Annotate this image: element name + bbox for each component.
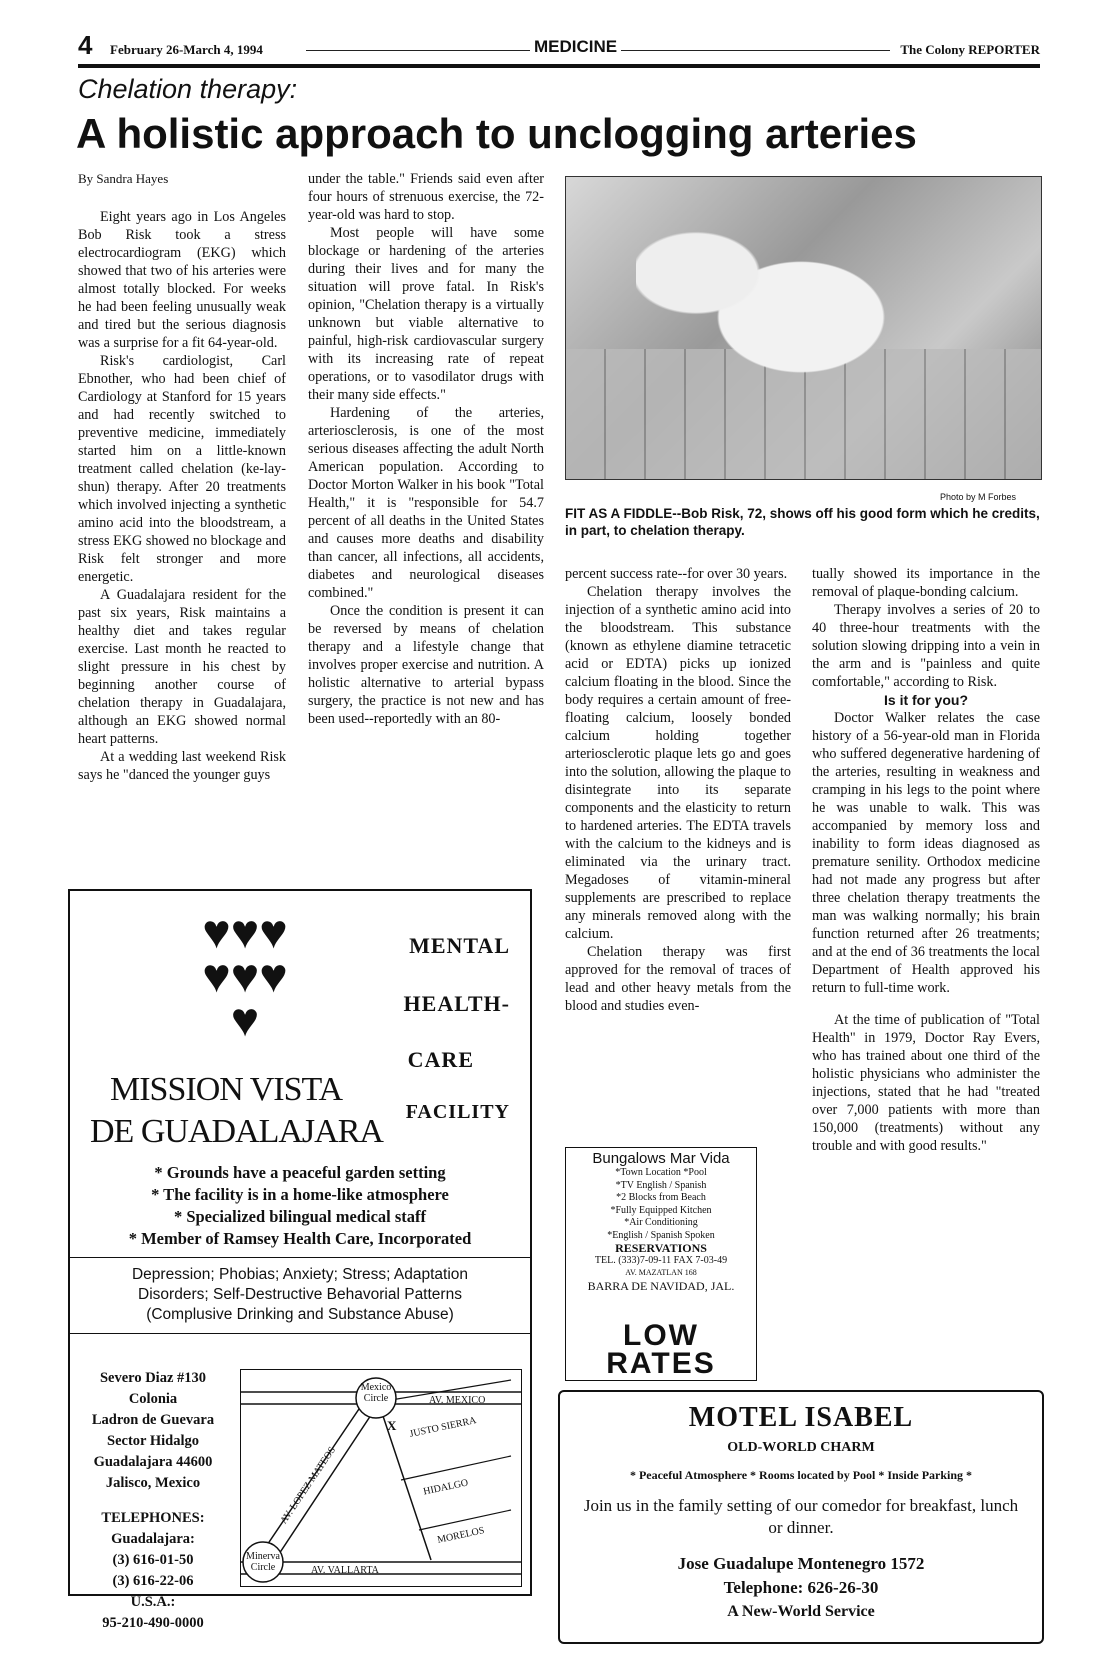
section-name: MEDICINE — [530, 37, 621, 57]
issue-date: February 26-March 4, 1994 — [110, 42, 263, 57]
ad-bullet: * Member of Ramsey Health Care, Incorporated — [128, 1229, 472, 1248]
ad-tag: MENTAL — [409, 933, 510, 958]
bungalows-title: Bungalows Mar Vida — [592, 1150, 730, 1167]
ad-condition: Disorders; Self-Destructive Behavorial Patterns — [138, 1286, 462, 1303]
address-line: Guadalajara 44600 — [93, 1454, 213, 1470]
article-column-4 — [812, 565, 1040, 1155]
address-line: Jalisco, Mexico — [105, 1475, 201, 1491]
bungalows-feature: *TV English / Spanish — [615, 1179, 707, 1191]
ad-tag: CARE — [407, 1047, 474, 1072]
ad-tag: FACILITY — [405, 1101, 510, 1123]
paragraph: At the time of publication of "Total Health" in 1979, Doctor Ray Evers, who has trained about one third of the holistic physicians who administer the injections, stated that he had "treated over 7,000 patients with more than 150,000 (treatments) without any trouble and with good results." — [812, 1012, 1040, 1154]
paragraph: tually showed its importance in the removal of plaque-bonding calcium. — [812, 566, 1040, 600]
motel-name: MOTEL ISABEL — [688, 1402, 914, 1433]
ad-divider — [70, 1333, 530, 1334]
bungalows-feature: *Air Conditioning — [624, 1217, 698, 1228]
article-photo — [565, 176, 1042, 480]
justo-sierra-label: JUSTO SIERRA — [408, 1415, 478, 1440]
lopez-mateos-label: AV. LOPEZ MATEOS — [278, 1444, 339, 1527]
article-headline: A holistic approach to unclogging arteries — [76, 110, 917, 157]
ad-bullet: * Specialized bilingual medical staff — [173, 1207, 427, 1226]
phone-line: (3) 616-01-50 — [112, 1552, 194, 1568]
phone-line: (3) 616-22-06 — [112, 1573, 194, 1589]
phone-line: 95-210-490-0000 — [102, 1615, 204, 1631]
paragraph: A Guadalajara resident for the past six years, Risk maintains a healthy diet and takes regular exercise. Last month he reacted to slight pressure in his chest by beginning another course of chelation therapy in Guadalajara, although an EKG showed normal heart patterns. — [78, 587, 286, 747]
rates-label: RATES — [606, 1347, 716, 1380]
ad-bullet: * The facility is in a home-like atmosphere — [151, 1185, 449, 1204]
paragraph: At a wedding last weekend Risk says he "danced the younger guys — [78, 749, 286, 783]
reservations-label: RESERVATIONS — [615, 1241, 707, 1255]
paragraph: percent success rate--for over 30 years. — [565, 566, 788, 582]
av-vallarta-label: AV. VALLARTA — [311, 1565, 379, 1576]
address-line: Ladron de Guevara — [91, 1412, 215, 1428]
bungalows-feature: *English / Spanish Spoken — [607, 1229, 715, 1241]
bungalows-ad — [565, 1147, 757, 1381]
ad-tag: HEALTH- — [403, 991, 510, 1016]
masthead-rule — [78, 64, 1040, 68]
av-mexico-label: AV. MEXICO — [429, 1395, 486, 1406]
phones-label: TELEPHONES: — [101, 1510, 205, 1526]
motel-tagline: OLD-WORLD CHARM — [727, 1440, 875, 1455]
article-column-2 — [308, 170, 544, 728]
ad-name-line-1: MISSION VISTA — [110, 1071, 343, 1108]
byline: By Sandra Hayes — [78, 171, 169, 186]
page-number: 4 — [78, 30, 93, 60]
location-marker-icon: X — [387, 1418, 397, 1433]
address-line: Severo Diaz #130 — [99, 1370, 207, 1386]
motel-slogan: A New-World Service — [727, 1603, 875, 1620]
article-column-1 — [78, 170, 286, 784]
paragraph: Most people will have some blockage or hardening of the arteries during their lives and for many the situation will prove fatal. In Risk's opinion, "Chelation therapy is a virtually unknown but viable alternative to painful, high-risk cardiovascular surgery with its increasing rate of repeat operations, or to vasodilator drugs with their many side effects." — [308, 225, 544, 403]
phone-line: U.S.A.: — [130, 1594, 176, 1610]
paragraph: Eight years ago in Los Angeles Bob Risk took a stress electrocardiogram (EKG) which showed that two of his arteries were almost totally blocked. For weeks he had been feeling unusually weak and tired but the serious diagnosis was a surprise for a fit 64-year-old. — [78, 209, 286, 351]
paragraph: Doctor Walker relates the case history of a 56-year-old man in Florida who suffered degenerative hardening of the arteries, resulting in weakness and cramping in his legs to the point where he was unable to walk. This was accompanied by memory loss and inability to form ideas diagnosed as premature senility. Orthodox medicine had not made any progress but after three chelation therapy treatments the man was walking normally; his brain function returned after 26 treatments; and at the end of 36 treatments the local Department of Health approved his return to full-time work. — [812, 710, 1040, 996]
phone-line: Guadalajara: — [111, 1531, 195, 1547]
ad-condition: (Complusive Drinking and Substance Abuse) — [146, 1306, 454, 1323]
motel-invitation: Join us in the family setting of our comedor for breakfast, lunch or dinner. — [583, 1496, 1019, 1537]
bungalows-address: AV. MAZATLAN 168 — [625, 1268, 697, 1277]
motel-address: Jose Guadalupe Montenegro 1572 — [677, 1554, 925, 1573]
article-column-3 — [565, 565, 791, 1015]
paragraph: Chelation therapy was first approved for the removal of traces of lead and other heavy metals from the blood and studies even- — [565, 944, 791, 1014]
paragraph: Chelation therapy involves the injection of a synthetic amino acid into the bloodstream. This substance (known as ethylene diamine tetracetic acid or EDTA) picks up ionized calcium floating in the blood. Since the body requires a certain amount of free-floating calcium, loosely bonded calcium holding together arteriosclerotic plaque lets go and goes into the solution, allowing the plaque to disintegrate into its separate components and the elasticity to return to hardened arteries. The EDTA travels with the calcium to the kidneys and is eliminated via the urinary tract. Megadoses of vitamin-mineral supplements are prescribed to replace any minerals removed along with the calcium. — [565, 584, 791, 942]
ad-bullet: * Grounds have a peaceful garden setting — [154, 1163, 446, 1182]
bungalows-phone: TEL. (333)7-09-11 FAX 7-03-49 — [594, 1254, 728, 1266]
mexico-circle-label: Mexico Circle — [360, 1382, 392, 1404]
motel-isabel-ad — [558, 1390, 1044, 1644]
morelos-label: MORELOS — [436, 1525, 486, 1546]
paragraph: Therapy involves a series of 20 to 40 three-hour treatments with the solution slowing dripping into a vein in the arm and is "painless and quite comfortable," according to Risk. — [812, 602, 1040, 690]
photo-credit: Photo by M Forbes — [940, 492, 1017, 502]
article-kicker: Chelation therapy: — [78, 74, 298, 104]
photo-caption: FIT AS A FIDDLE--Bob Risk, 72, shows off his good form which he credits, in part, to chelation therapy. — [565, 506, 1040, 538]
paragraph: under the table." Friends said even after four hours of strenuous exercise, the 72-year-old was hard to stop. — [308, 171, 544, 223]
ad-name-line-2: DE GUADALAJARA — [90, 1113, 383, 1150]
minerva-circle-label: Minerva Circle — [246, 1551, 280, 1573]
mission-vista-ad — [68, 889, 532, 1631]
motel-phone: Telephone: 626-26-30 — [723, 1578, 879, 1597]
low-label: LOW — [623, 1319, 699, 1352]
photo-subject — [636, 207, 936, 427]
ad-address — [78, 1368, 228, 1634]
bungalows-feature: *Town Location *Pool — [615, 1167, 707, 1178]
low-rates-banner — [572, 1319, 750, 1380]
hidalgo-label: HIDALGO — [422, 1477, 470, 1498]
hearts-logo-icon: ♥♥♥ ♥♥♥ ♥ — [202, 906, 288, 1047]
location-map — [240, 1369, 522, 1587]
paragraph: Risk's cardiologist, Carl Ebnother, who had been chief of Cardiology at Stanford for 15 years and had recently switched to preventive medicine, immediately started him on a little-known treatment called chelation (ke-lay-shun) therapy. After 20 treatments which involved injecting a synthetic amino acid into the bloodstream, a stress EKG showed no blockage and Risk felt stronger and more energetic. — [78, 353, 286, 585]
motel-features: * Peaceful Atmosphere * Rooms located by Pool * Inside Parking * — [629, 1468, 973, 1482]
ad-divider — [70, 1257, 530, 1258]
address-line: Sector Hidalgo — [107, 1433, 199, 1449]
paragraph: Hardening of the arteries, arteriosclerosis, is one of the most serious diseases affecting the adult North American population. According to Doctor Morton Walker in his book "Total Health," it is "responsible for 54.7 percent of all deaths in the United States and causes more deaths and disability than cancer, all infections, all accidents, diabetes and neurological diseases combined." — [308, 405, 544, 601]
paragraph: Once the condition is present it can be reversed by means of chelation therapy and a lifestyle change that involves proper exercise and nutrition. A holistic alternative to arterial bypass surgery, the practice is not new and has been used--reportedly with an 80- — [308, 603, 544, 727]
ad-condition: Depression; Phobias; Anxiety; Stress; Adaptation — [131, 1266, 469, 1283]
bungalows-feature: *Fully Equipped Kitchen — [610, 1204, 712, 1216]
subhead: Is it for you? — [884, 692, 968, 708]
newspaper-name: The Colony REPORTER — [896, 42, 1040, 58]
bungalows-feature: *2 Blocks from Beach — [616, 1192, 706, 1203]
address-line: Colonia — [128, 1391, 178, 1407]
bungalows-city: BARRA DE NAVIDAD, JAL. — [587, 1278, 735, 1293]
page-header — [78, 30, 1040, 62]
